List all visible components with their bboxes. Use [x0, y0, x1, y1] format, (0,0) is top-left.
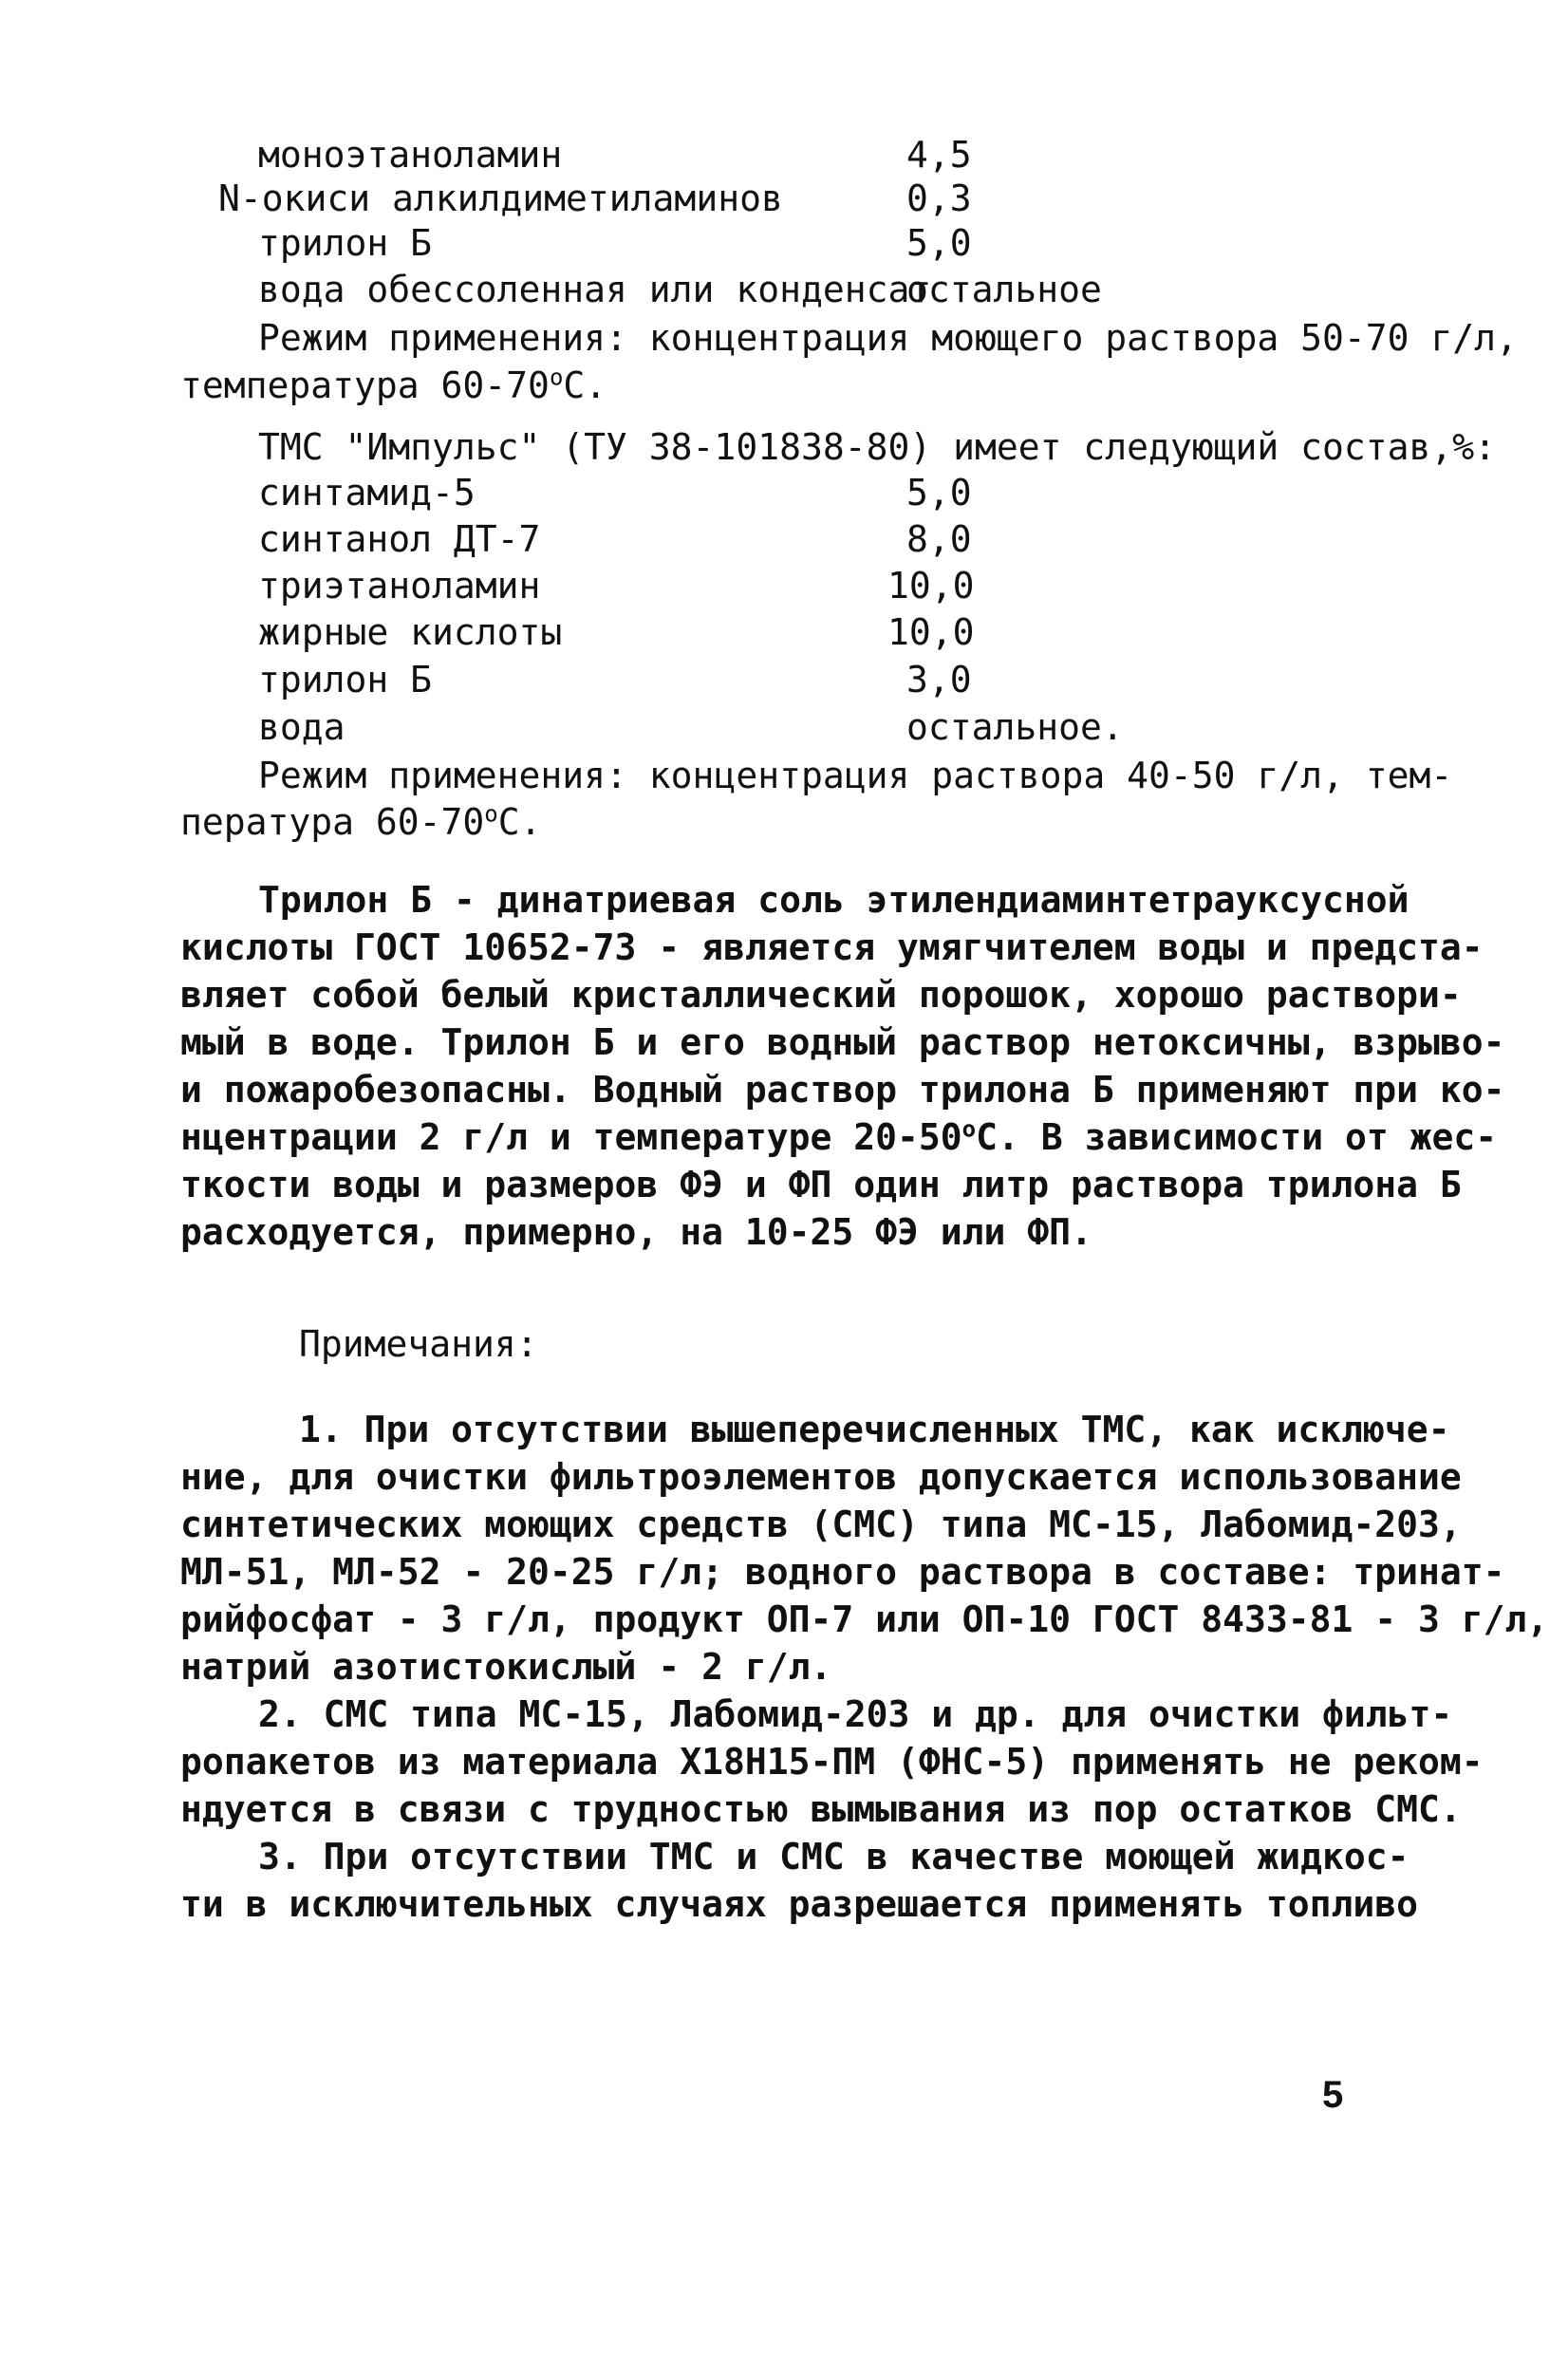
- impulse-intro: ТМС "Импульс" (ТУ 38-101838-80) имеет следующий состав,%:: [258, 426, 1497, 468]
- note1-line-2: ние, для очистки фильтроэлементов допускается использование: [180, 1456, 1462, 1498]
- note3-line-2: ти в исключительных случаях разрешается применять топливо: [180, 1883, 1419, 1925]
- composition2-value-4: 10,0: [887, 611, 975, 653]
- composition2-name-4: жирные кислоты: [258, 611, 563, 653]
- composition2-value-6: остальное.: [906, 706, 1124, 748]
- trilon-line-4: мый в воде. Трилон Б и его водный раствор нетоксичны, взрыво-: [180, 1021, 1505, 1063]
- trilon-line-1: Трилон Б - динатриевая соль этилендиаминтетрауксусной: [258, 879, 1409, 921]
- composition2-value-3: 10,0: [887, 565, 975, 607]
- mode1-text-pre: температура 60-70: [180, 364, 550, 406]
- composition2-name-5: трилон Б: [258, 659, 433, 701]
- note3-line-1: 3. При отсутствии ТМС и СМС в качестве моющей жидкос-: [258, 1836, 1409, 1878]
- note1-line-6: натрий азотистокислый - 2 г/л.: [180, 1646, 832, 1688]
- note1-line-1: 1. При отсутствии вышеперечисленных ТМС, как исключе-: [299, 1409, 1450, 1450]
- composition1-value-3: 5,0: [906, 222, 972, 264]
- note2-line-1: 2. СМС типа МС-15, Лабомид-203 и др. для очистки фильт-: [258, 1693, 1453, 1735]
- composition1-name-2: N-окиси алкилдиметиламинов: [218, 177, 783, 219]
- trilon-line-6: [180, 1115, 1497, 1159]
- note2-line-2: ропакетов из материала Х18Н15-ПМ (ФНС-5) применять не реком-: [180, 1741, 1484, 1783]
- mode2-text-post: С.: [497, 801, 542, 843]
- note2-line-3: ндуется в связи с трудностью вымывания из пор остатков СМС.: [180, 1788, 1462, 1830]
- composition2-name-2: синтанол ДТ-7: [258, 518, 541, 560]
- trilon-line-2: кислоты ГОСТ 10652-73 - является умягчителем воды и предста-: [180, 926, 1484, 968]
- note1-line-4: МЛ-51, МЛ-52 - 20-25 г/л; водного раствора в составе: тринат-: [180, 1551, 1505, 1593]
- page-number: 5: [1322, 2074, 1344, 2116]
- mode1-line-1: Режим применения: концентрация моющего раствора 50-70 г/л,: [258, 317, 1518, 359]
- degree-sign: о: [549, 364, 564, 391]
- trilon-line-5: и пожаробезопасны. Водный раствор трилона Б применяют при ко-: [180, 1069, 1505, 1111]
- composition1-value-2: 0,3: [906, 177, 972, 219]
- composition2-name-1: синтамид-5: [258, 472, 476, 514]
- trilon-line-8: расходуется, примерно, на 10-25 ФЭ или ФП.: [180, 1211, 1092, 1253]
- mode2-text-pre: пература 60-70: [180, 801, 485, 843]
- trilon-line-7: ткости воды и размеров ФЭ и ФП один литр раствора трилона Б: [180, 1164, 1462, 1205]
- degree-sign: о: [484, 800, 498, 828]
- mode1-text-post: С.: [563, 364, 607, 406]
- composition2-name-6: вода: [258, 706, 345, 748]
- composition1-name-4: вода обессоленная или конденсат: [258, 269, 932, 310]
- composition1-name-3: трилон Б: [258, 222, 433, 264]
- composition1-value-4: остальное: [906, 269, 1102, 310]
- mode2-line-1: Режим применения: концентрация раствора 40-50 г/л, тем-: [258, 755, 1453, 796]
- note1-line-5: рийфосфат - 3 г/л, продукт ОП-7 или ОП-10 ГОСТ 8433-81 - 3 г/л,: [180, 1598, 1549, 1640]
- trilon-text-pre: нцентрации 2 г/л и температуре 20-50: [180, 1116, 962, 1158]
- composition2-value-2: 8,0: [906, 518, 972, 560]
- mode2-line-2: [180, 800, 542, 844]
- composition1-value-1: 4,5: [906, 134, 972, 176]
- composition2-name-3: триэтаноламин: [258, 565, 541, 607]
- note1-line-3: синтетических моющих средств (СМС) типа МС-15, Лабомид-203,: [180, 1504, 1462, 1545]
- composition2-value-1: 5,0: [906, 472, 972, 514]
- composition1-name-1: моноэтаноламин: [258, 134, 563, 176]
- degree-sign: о: [961, 1115, 977, 1143]
- mode1-line-2: [180, 364, 607, 407]
- trilon-line-3: вляет собой белый кристаллический порошок, хорошо раствори-: [180, 974, 1462, 1016]
- trilon-text-post: С. В зависимости от жес-: [976, 1116, 1498, 1158]
- composition2-value-5: 3,0: [906, 659, 972, 701]
- notes-title: Примечания:: [299, 1323, 538, 1365]
